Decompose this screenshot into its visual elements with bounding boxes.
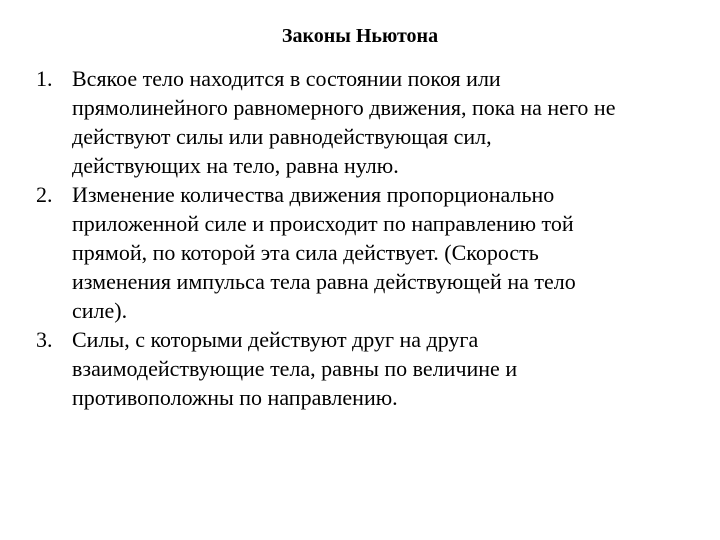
law-text-line: прямой, по которой эта сила действует. (Скорость bbox=[72, 240, 539, 265]
law-text-line: Изменение количества движения пропорционально bbox=[72, 182, 555, 207]
law-text-line: действуют силы или равнодействующая сил, bbox=[72, 124, 492, 149]
law-number: 3. bbox=[36, 327, 53, 352]
law-text-line: изменения импульса тела равна действующей на тело bbox=[72, 269, 576, 294]
law-text-line: прямолинейного равномерного движения, пока на него не bbox=[72, 95, 616, 120]
laws-list bbox=[36, 64, 696, 412]
law-item-3 bbox=[36, 325, 696, 412]
law-item-1 bbox=[36, 64, 696, 180]
law-text-line: приложенной силе и происходит по направлению той bbox=[72, 211, 574, 236]
law-number: 1. bbox=[36, 66, 53, 91]
law-text-line: Силы, с которыми действуют друг на друга bbox=[72, 327, 479, 352]
law-number: 2. bbox=[36, 182, 53, 207]
law-text-line: Всякое тело находится в состоянии покоя или bbox=[72, 66, 501, 91]
law-text-line: действующих на тело, равна нулю. bbox=[72, 153, 399, 178]
law-text-line: противоположны по направлению. bbox=[72, 385, 398, 410]
law-item-2 bbox=[36, 180, 696, 325]
law-text-line: взаимодействующие тела, равны по величине и bbox=[72, 356, 518, 381]
law-text-line: силе). bbox=[72, 298, 128, 323]
slide-title: Законы Ньютона bbox=[281, 25, 439, 47]
